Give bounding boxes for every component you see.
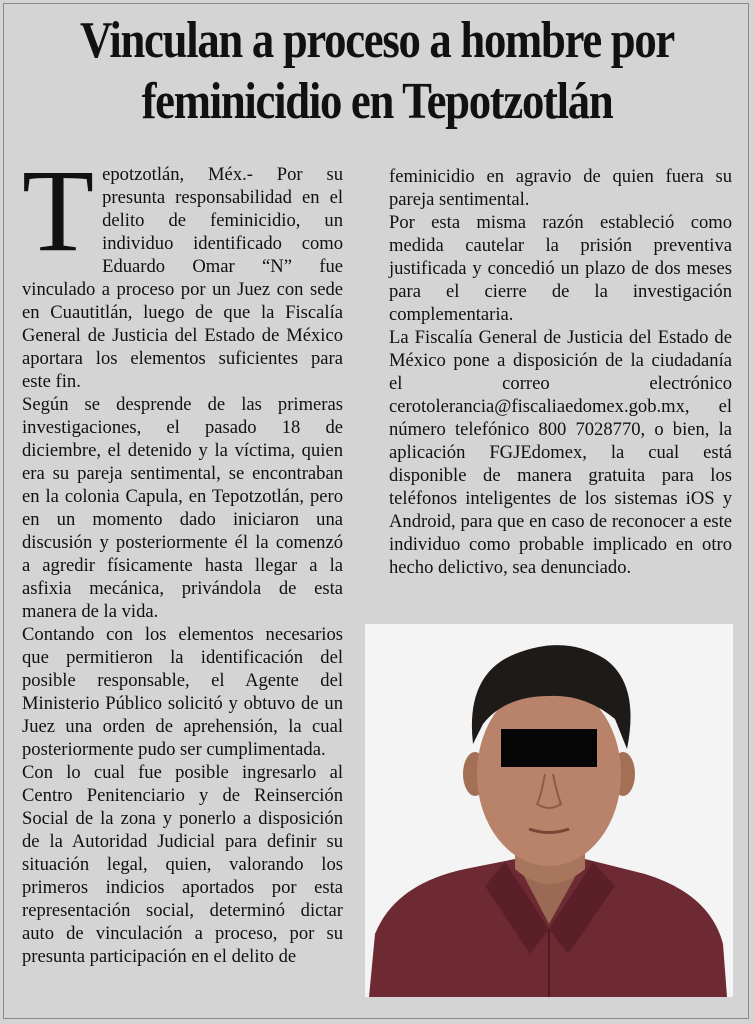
drop-cap: T [22, 145, 95, 276]
paragraph-4: Con lo cual fue posible ingresarlo al Centro Penitenciario y de Reinserción Social de la zona y ponerlo a disposición de la Autoridad Judicial para definir su situación legal, quien, valorando los primeros indicios aportados por esta representación social, determinó dictar auto de vinculación a proceso, por su presunta participación en el delito de [22, 762, 343, 967]
paragraph-5: feminicidio en agravio de quien fuera su pareja sentimental. [389, 166, 732, 210]
paragraph-1 [22, 145, 343, 393]
paragraph-6: Por esta misma razón estableció como medida cautelar la prisión preventiva justificada y concedió un plazo de dos meses para el cierre de la investigación complementaria. [389, 212, 732, 325]
paragraph-7: La Fiscalía General de Justicia del Estado de México pone a disposición de la ciudadanía el correo electrónico cerotolerancia@fiscaliaedomex.gob.mx, el número telefónico 800 7028770, o bien, la aplicación FGJEdomex, la cual está disponible de manera gratuita para los teléfonos inteligentes de los sistemas iOS y Android, para que en caso de reconocer a este individuo como probable implicado en otro hecho delictivo, sea denunciado. [389, 327, 732, 578]
paragraph-1-text: epotzotlán, Méx.- Por su presunta responsabilidad en el delito de feminicidio, un individuo identificado como Eduardo Omar “N” fue vinculado a proceso por un Juez con sede en Cuautitlán, luego de que la Fiscalía General de Justicia del Estado de México aportara los elementos suficientes para este fin. [22, 164, 343, 392]
paragraph-3: Contando con los elementos necesarios que permitieron la identificación del posible responsable, el Agente del Ministerio Público solicitó y obtuvo de un Juez una orden de aprehensión, la cual posteriormente pudo ser cumplimentada. [22, 624, 343, 760]
column-right [389, 165, 732, 579]
suspect-photo-image [365, 624, 733, 997]
column-left [22, 145, 343, 968]
headline: Vinculan a proceso a hombre por feminicidio en Tepotzotlán [79, 12, 674, 130]
paragraph-2: Según se desprende de las primeras investigaciones, el pasado 18 de diciembre, el detenido y la víctima, quien era su pareja sentimental, se encontraban en la colonia Capula, en Tepotzotlán, pero en un momento dado iniciaron una discusión y posteriormente él la comenzó a agredir físicamente hasta llegar a la asfixia mecánica, privándola de esta manera de la vida. [22, 394, 343, 622]
suspect-photo [365, 624, 733, 997]
